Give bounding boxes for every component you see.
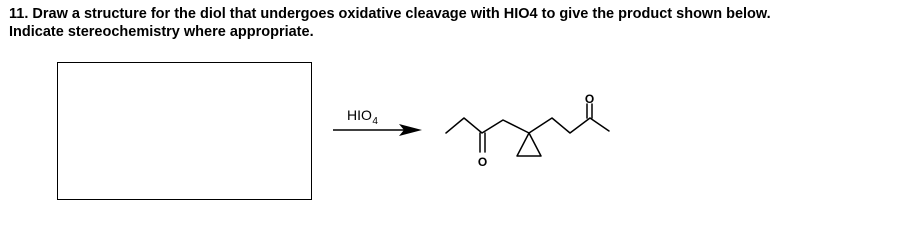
question-line-2: Indicate stereochemistry where appropriate. [9,24,314,40]
cyclopropane-ring [517,133,541,156]
reagent-subscript: 4 [372,116,378,127]
reagent-label [347,107,378,127]
reagent-main: HIO [347,107,372,123]
left-chain-bond [446,118,529,133]
question-text [9,5,909,41]
left-carbonyl-oxygen: O [477,155,488,169]
answer-drawing-box[interactable] [57,62,312,200]
right-carbonyl-oxygen: O [584,92,595,106]
question-line-1: 11. Draw a structure for the diol that undergoes oxidative cleavage with HIO4 to give the product shown below. [9,6,771,22]
right-chain-bond [529,118,609,133]
product-structure [446,104,609,156]
